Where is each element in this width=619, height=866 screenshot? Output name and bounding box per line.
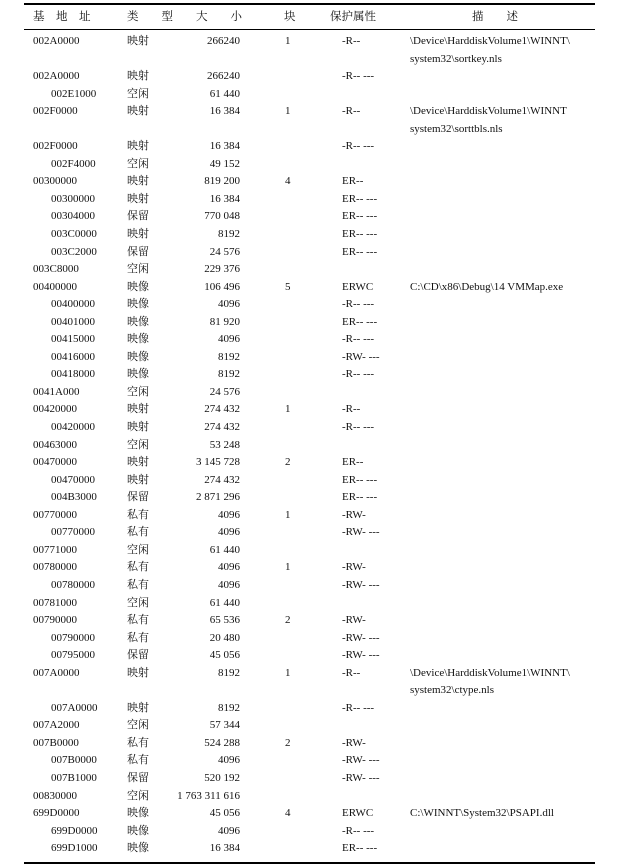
row-size: 24 576: [209, 385, 240, 398]
row-protection: ERWC: [342, 807, 374, 820]
row-blocks: 1: [285, 666, 291, 679]
row-type: 映像: [127, 333, 149, 346]
row-address: 00300000: [33, 175, 77, 188]
row-protection: -R--: [342, 403, 361, 416]
row-description: [410, 665, 570, 700]
row-address: 00470000: [33, 456, 77, 469]
header-size: 大 小: [196, 11, 242, 23]
table-row: [0, 735, 619, 753]
table-row: [0, 647, 619, 665]
row-address: 00300000: [51, 192, 95, 205]
row-type: 映射: [127, 192, 149, 205]
row-address: 00401000: [51, 315, 95, 328]
description-line: C:\WINNT\System32\PSAPI.dll: [410, 807, 554, 820]
table-row: [0, 138, 619, 156]
row-protection: -R--: [342, 666, 361, 679]
row-type: 空闲: [127, 438, 149, 451]
table-row: [0, 507, 619, 525]
description-line: system32\sorttbls.nls: [410, 122, 503, 135]
row-address: 007B0000: [51, 754, 97, 767]
row-protection: -RW- ---: [342, 526, 380, 539]
row-size: 3 145 728: [196, 456, 240, 469]
row-type: 空闲: [127, 157, 149, 170]
row-type: 映射: [127, 701, 149, 714]
row-type: 空闲: [127, 719, 149, 732]
row-size: 61 440: [209, 543, 240, 556]
row-address: 00400000: [33, 280, 77, 293]
table-row: [0, 542, 619, 560]
row-address: 00416000: [51, 350, 95, 363]
table-row: [0, 770, 619, 788]
row-address: 00304000: [51, 210, 95, 223]
table-row: [0, 612, 619, 630]
row-size: 16 384: [209, 140, 240, 153]
row-size: 524 288: [204, 736, 240, 749]
row-type: 私有: [127, 578, 149, 591]
row-address: 002F4000: [51, 157, 96, 170]
table-row: [0, 366, 619, 384]
row-protection: -R-- ---: [342, 140, 375, 153]
row-protection: -RW-: [342, 736, 366, 749]
row-type: 映像: [127, 368, 149, 381]
row-address: 002F0000: [33, 105, 78, 118]
row-size: 8192: [218, 701, 240, 714]
row-size: 4096: [218, 526, 240, 539]
row-blocks: 4: [285, 175, 291, 188]
table-row: [0, 173, 619, 191]
row-type: 映射: [127, 228, 149, 241]
row-type: 映射: [127, 70, 149, 83]
row-address: 007B1000: [51, 771, 97, 784]
row-address: 00420000: [51, 421, 95, 434]
header-description: 描 述: [472, 11, 518, 23]
row-type: 映像: [127, 824, 149, 837]
row-size: 1 763 311 616: [177, 789, 240, 802]
row-type: 空闲: [127, 385, 149, 398]
row-blocks: 1: [285, 35, 291, 47]
row-size: 4096: [218, 824, 240, 837]
row-size: 57 344: [209, 719, 240, 732]
description-line: C:\CD\x86\Debug\14 VMMap.exe: [410, 280, 564, 293]
header-protection: 保护属性: [330, 11, 376, 23]
table-row: [0, 244, 619, 262]
table-row: [0, 208, 619, 226]
row-size: 274 432: [204, 421, 240, 434]
row-size: 520 192: [204, 771, 240, 784]
row-address: 003C8000: [33, 263, 79, 276]
row-protection: -R-- ---: [342, 421, 375, 434]
table-row: [0, 191, 619, 209]
table-header-rule: [24, 29, 595, 30]
row-type: 映像: [127, 842, 149, 855]
table-row: [0, 840, 619, 858]
row-address: 003C0000: [51, 228, 97, 241]
row-protection: ER-- ---: [342, 228, 378, 241]
row-type: 保留: [127, 491, 149, 504]
row-type: 映射: [127, 421, 149, 434]
row-size: 16 384: [209, 105, 240, 118]
row-protection: -R-- ---: [342, 824, 375, 837]
row-type: 映像: [127, 350, 149, 363]
row-blocks: 1: [285, 403, 291, 416]
row-type: 映射: [127, 403, 149, 416]
row-type: 保留: [127, 245, 149, 258]
row-address: 699D1000: [51, 842, 98, 855]
table-row: [0, 86, 619, 104]
table-row: [0, 823, 619, 841]
row-protection: -R--: [342, 105, 361, 118]
table-row: [0, 437, 619, 455]
row-protection: -RW- ---: [342, 350, 380, 363]
table-row: [0, 279, 619, 297]
row-blocks: 2: [285, 456, 291, 469]
table-row: [0, 384, 619, 402]
row-size: 770 048: [204, 210, 240, 223]
row-address: 00418000: [51, 368, 95, 381]
row-description: [410, 279, 563, 297]
table-row: [0, 752, 619, 770]
row-blocks: 4: [285, 807, 291, 820]
row-type: 映像: [127, 807, 149, 820]
row-size: 45 056: [209, 807, 240, 820]
row-size: 61 440: [209, 87, 240, 100]
row-address: 002A0000: [33, 35, 80, 47]
row-address: 002E1000: [51, 87, 97, 100]
table-row: [0, 331, 619, 349]
row-description: [410, 805, 554, 823]
row-type: 映射: [127, 175, 149, 188]
row-address: 00790000: [33, 614, 77, 627]
row-blocks: 2: [285, 736, 291, 749]
row-size: 4096: [218, 508, 240, 521]
row-type: 保留: [127, 210, 149, 223]
row-address: 00830000: [33, 789, 77, 802]
row-blocks: 5: [285, 280, 291, 293]
row-size: 24 576: [209, 245, 240, 258]
table-row: [0, 68, 619, 86]
row-protection: ER-- ---: [342, 245, 378, 258]
row-size: 266240: [207, 35, 240, 47]
table-row: [0, 788, 619, 806]
row-type: 空闲: [127, 789, 149, 802]
row-address: 002F0000: [33, 140, 78, 153]
row-type: 空闲: [127, 87, 149, 100]
table-row: [0, 226, 619, 244]
table-row: [0, 33, 619, 68]
row-protection: ER-- ---: [342, 210, 378, 223]
row-type: 私有: [127, 561, 149, 574]
description-line: \Device\HarddiskVolume1\WINNT\: [410, 35, 570, 47]
table-row: [0, 717, 619, 735]
table-row: [0, 314, 619, 332]
row-address: 699D0000: [33, 807, 80, 820]
row-size: 81 920: [209, 315, 240, 328]
row-type: 映射: [127, 456, 149, 469]
row-address: 00420000: [33, 403, 77, 416]
row-protection: -RW- ---: [342, 631, 380, 644]
row-address: 00780000: [33, 561, 77, 574]
row-size: 16 384: [209, 192, 240, 205]
row-protection: -RW-: [342, 508, 366, 521]
row-address: 00770000: [51, 526, 95, 539]
table-row: [0, 419, 619, 437]
table-row: [0, 261, 619, 279]
table-row: [0, 296, 619, 314]
row-type: 映射: [127, 666, 149, 679]
row-type: 映射: [127, 105, 149, 118]
table-row: [0, 630, 619, 648]
row-size: 65 536: [209, 614, 240, 627]
row-size: 49 152: [209, 157, 240, 170]
row-protection: -R-- ---: [342, 333, 375, 346]
row-address: 00795000: [51, 649, 95, 662]
row-address: 699D0000: [51, 824, 98, 837]
row-address: 00463000: [33, 438, 77, 451]
row-size: 274 432: [204, 403, 240, 416]
row-type: 映像: [127, 280, 149, 293]
row-type: 映射: [127, 35, 149, 47]
row-type: 保留: [127, 771, 149, 784]
table-row: [0, 103, 619, 138]
row-type: 私有: [127, 526, 149, 539]
row-size: 8192: [218, 228, 240, 241]
row-protection: ER-- ---: [342, 473, 378, 486]
row-address: 007A2000: [33, 719, 80, 732]
row-size: 4096: [218, 561, 240, 574]
row-size: 106 496: [204, 280, 240, 293]
row-size: 8192: [218, 368, 240, 381]
row-size: 4096: [218, 754, 240, 767]
description-line: \Device\HarddiskVolume1\WINNT\: [410, 666, 570, 679]
table-row: [0, 454, 619, 472]
header-blocks: 块: [284, 11, 296, 23]
row-address: 00770000: [33, 508, 77, 521]
row-description: [410, 103, 567, 138]
row-blocks: 1: [285, 508, 291, 521]
table-row: [0, 489, 619, 507]
row-protection: ER--: [342, 456, 364, 469]
row-size: 20 480: [209, 631, 240, 644]
row-size: 8192: [218, 666, 240, 679]
row-protection: -RW- ---: [342, 649, 380, 662]
row-size: 53 248: [209, 438, 240, 451]
row-protection: -RW- ---: [342, 754, 380, 767]
description-line: system32\ctype.nls: [410, 684, 495, 697]
row-type: 私有: [127, 631, 149, 644]
row-protection: -RW-: [342, 614, 366, 627]
row-protection: ER-- ---: [342, 491, 378, 504]
row-address: 007B0000: [33, 736, 79, 749]
description-line: \Device\HarddiskVolume1\WINNT: [410, 105, 567, 118]
row-address: 00470000: [51, 473, 95, 486]
row-size: 4096: [218, 333, 240, 346]
row-address: 002A0000: [33, 70, 80, 83]
row-blocks: 1: [285, 105, 291, 118]
table-row: [0, 805, 619, 823]
table-row: [0, 665, 619, 700]
row-protection: -R--: [342, 35, 361, 47]
row-type: 空闲: [127, 543, 149, 556]
row-size: 8192: [218, 350, 240, 363]
row-size: 2 871 296: [196, 491, 240, 504]
row-size: 45 056: [209, 649, 240, 662]
table-top-rule: [24, 3, 595, 5]
row-type: 映射: [127, 140, 149, 153]
row-protection: -RW- ---: [342, 771, 380, 784]
table-body: [0, 33, 619, 858]
row-type: 私有: [127, 736, 149, 749]
table-row: [0, 595, 619, 613]
description-line: system32\sortkey.nls: [410, 52, 502, 65]
row-address: 0041A000: [33, 385, 80, 398]
row-size: 4096: [218, 578, 240, 591]
table-row: [0, 156, 619, 174]
table-row: [0, 349, 619, 367]
row-protection: -R-- ---: [342, 298, 375, 311]
row-size: 61 440: [209, 596, 240, 609]
row-type: 私有: [127, 754, 149, 767]
row-protection: -R-- ---: [342, 368, 375, 381]
row-address: 00780000: [51, 578, 95, 591]
row-address: 00781000: [33, 596, 77, 609]
row-protection: -RW-: [342, 561, 366, 574]
row-description: [410, 33, 570, 68]
table-bottom-rule: [24, 862, 595, 864]
row-size: 4096: [218, 298, 240, 311]
row-address: 00400000: [51, 298, 95, 311]
row-address: 00790000: [51, 631, 95, 644]
row-protection: -RW- ---: [342, 578, 380, 591]
row-size: 229 376: [204, 263, 240, 276]
row-protection: ER--: [342, 175, 364, 188]
row-type: 空闲: [127, 596, 149, 609]
row-address: 007A0000: [51, 701, 98, 714]
row-blocks: 1: [285, 561, 291, 574]
row-type: 映像: [127, 298, 149, 311]
row-address: 00771000: [33, 543, 77, 556]
table-row: [0, 700, 619, 718]
row-address: 003C2000: [51, 245, 97, 258]
row-protection: ERWC: [342, 280, 374, 293]
row-size: 819 200: [204, 175, 240, 188]
row-address: 004B3000: [51, 491, 97, 504]
row-protection: ER-- ---: [342, 315, 378, 328]
row-type: 私有: [127, 508, 149, 521]
table-row: [0, 524, 619, 542]
table-row: [0, 577, 619, 595]
row-blocks: 2: [285, 614, 291, 627]
row-address: 007A0000: [33, 666, 80, 679]
row-size: 266240: [207, 70, 240, 83]
table-row: [0, 472, 619, 490]
row-type: 映射: [127, 473, 149, 486]
row-type: 映像: [127, 315, 149, 328]
row-protection: ER-- ---: [342, 842, 378, 855]
row-address: 00415000: [51, 333, 95, 346]
row-type: 私有: [127, 614, 149, 627]
row-protection: ER-- ---: [342, 192, 378, 205]
row-protection: -R-- ---: [342, 70, 375, 83]
row-protection: -R-- ---: [342, 701, 375, 714]
row-size: 16 384: [209, 842, 240, 855]
table-row: [0, 559, 619, 577]
row-size: 274 432: [204, 473, 240, 486]
header-address: 基 地 址: [33, 11, 91, 23]
row-type: 保留: [127, 649, 149, 662]
header-type: 类 型: [127, 11, 173, 23]
row-type: 空闲: [127, 263, 149, 276]
table-row: [0, 401, 619, 419]
